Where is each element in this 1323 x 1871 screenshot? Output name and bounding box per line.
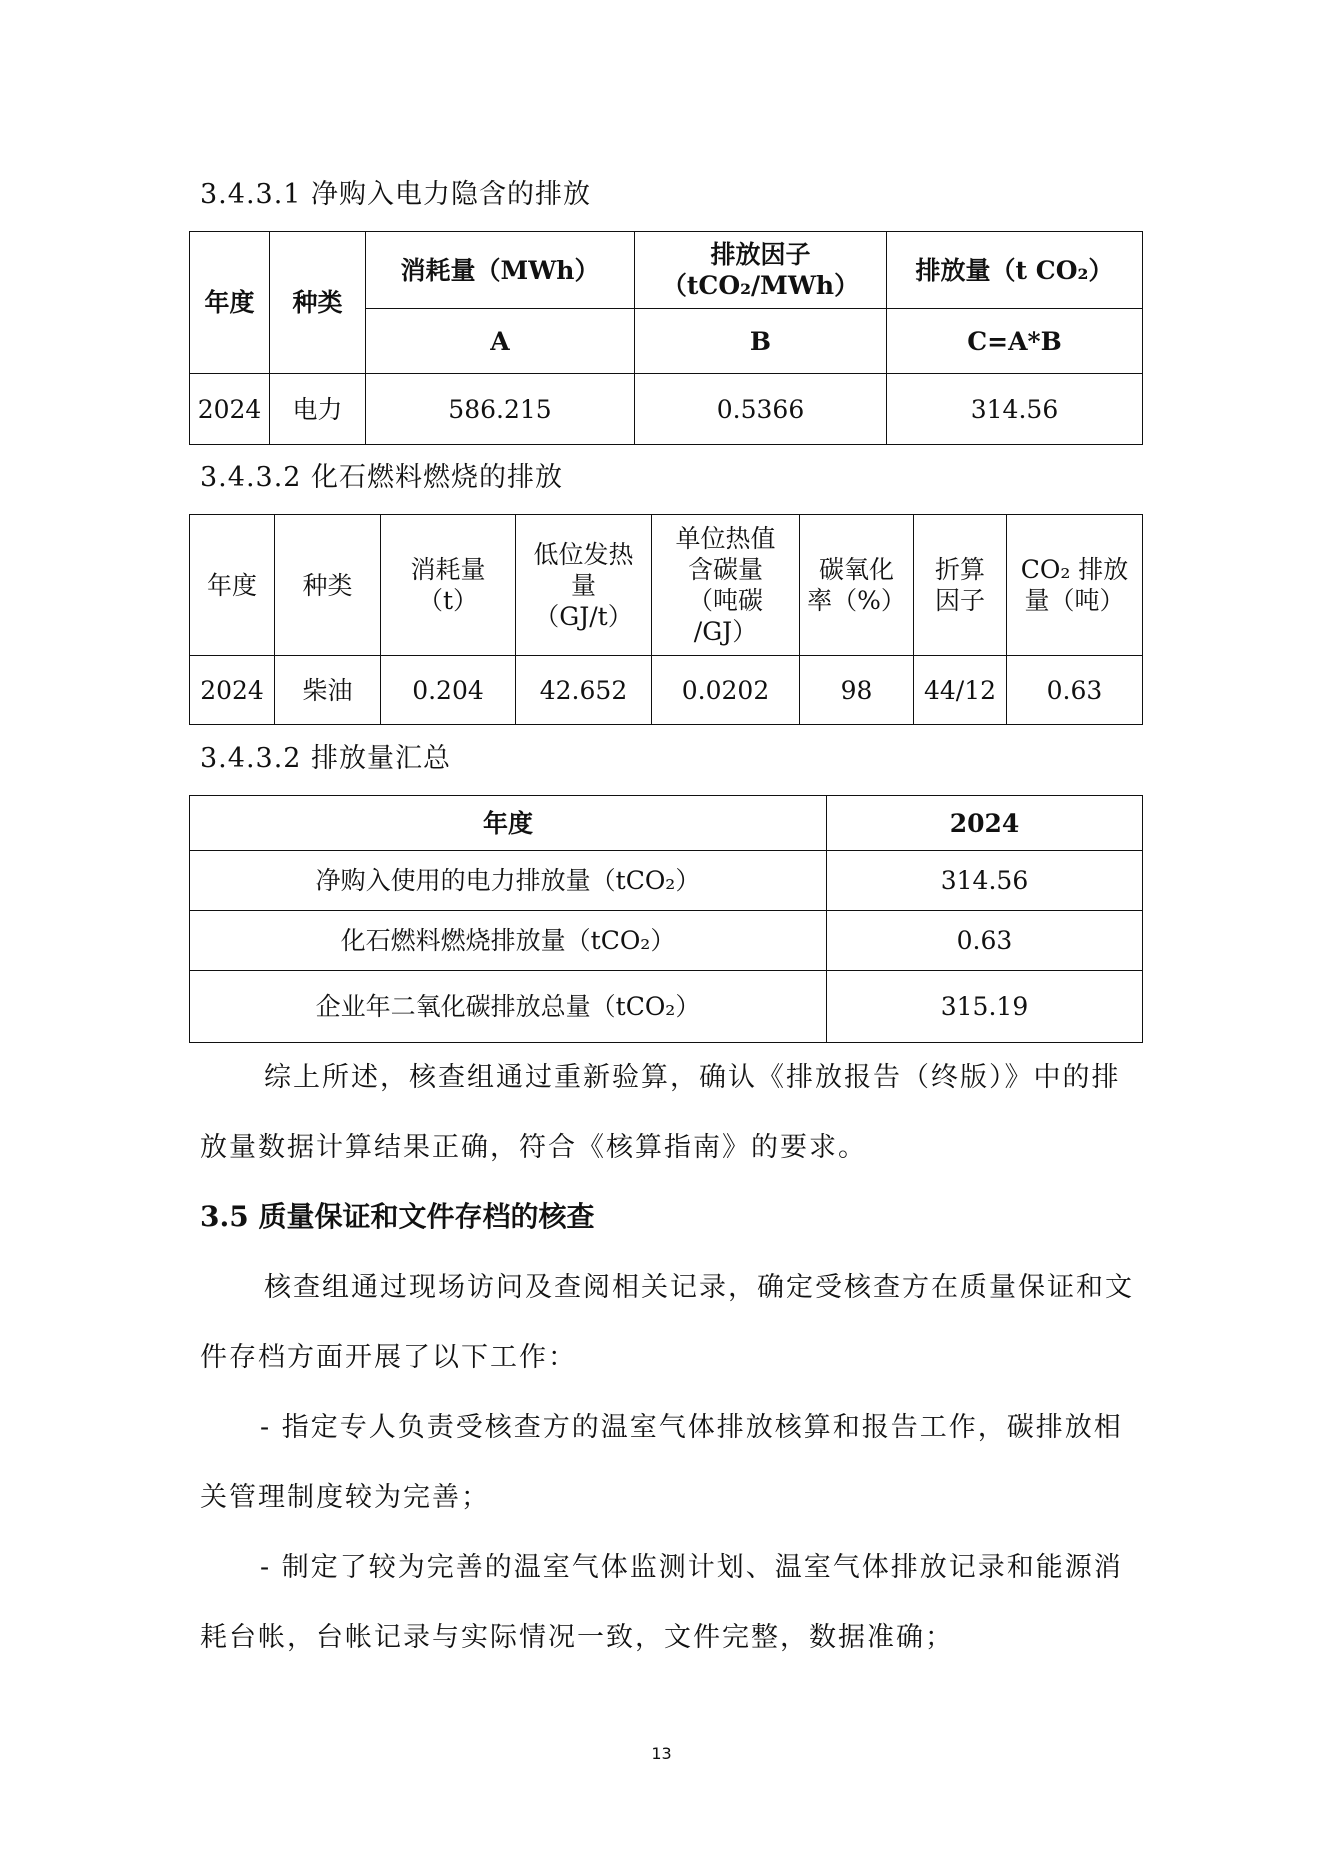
header-ncv-line2: 量 (570, 570, 596, 600)
summary-value: 314.56 (827, 851, 1143, 911)
summary-label: 化石燃料燃烧排放量（tCO₂） (190, 911, 827, 971)
header-emission: 排放量（t CO₂） (887, 232, 1143, 309)
section-35-body (200, 1253, 1140, 1673)
table-row (190, 911, 1143, 971)
header-conv-line1: 折算 (934, 555, 985, 584)
cell-factor: 0.5366 (635, 374, 887, 445)
header-kind: 种类 (275, 515, 381, 656)
header-kind: 种类 (270, 232, 366, 374)
summary-value: 0.63 (827, 911, 1143, 971)
section-35-intro: 核查组通过现场访问及查阅相关记录，确定受核查方在质量保证和文件存档方面开展了以下工作： (200, 1272, 1134, 1373)
heading-3432-fossil: 3.4.3.2 化石燃料燃烧的排放 (200, 462, 564, 493)
header-conversion-factor (914, 515, 1007, 656)
table-row (190, 971, 1143, 1043)
header-conv-line2: 因子 (934, 586, 985, 615)
header-cc-line3: （吨碳 (687, 586, 763, 615)
header-emission-factor (635, 232, 887, 309)
header-co2-line1: CO₂ 排放 (1020, 555, 1129, 584)
header-oxidation-rate (800, 515, 914, 656)
header-emission-factor-line2: （tCO₂/MWh） (661, 271, 860, 300)
header-co2-line2: 量（吨） (1024, 586, 1125, 615)
header-co2-emission (1007, 515, 1143, 656)
cell-oxidation-rate: 98 (800, 656, 914, 725)
page-number: 13 (651, 1744, 672, 1763)
heading-3432-summary: 3.4.3.2 排放量汇总 (200, 743, 452, 774)
cell-ncv: 42.652 (516, 656, 652, 725)
summary-label: 企业年二氧化碳排放总量（tCO₂） (190, 971, 827, 1043)
subheader-a: A (366, 309, 635, 374)
header-cc-line4: /GJ） (693, 617, 758, 646)
electricity-emission-table (189, 231, 1143, 445)
cell-kind: 柴油 (275, 656, 381, 725)
cell-carbon-content: 0.0202 (652, 656, 800, 725)
cell-emission: 314.56 (887, 374, 1143, 445)
cell-consumption: 586.215 (366, 374, 635, 445)
summary-label: 净购入使用的电力排放量（tCO₂） (190, 851, 827, 911)
header-emission-factor-line1: 排放因子 (710, 240, 811, 269)
cell-year: 2024 (190, 656, 275, 725)
header-carbon-content (652, 515, 800, 656)
header-label: 年度 (190, 796, 827, 851)
header-consumption (381, 515, 516, 656)
list-item: - 指定专人负责受核查方的温室气体排放核算和报告工作，碳排放相关管理制度较为完善； (200, 1412, 1123, 1513)
emission-summary-table (189, 795, 1143, 1043)
header-cc-line2: 含碳量 (687, 555, 763, 584)
conclusion-paragraph (200, 1043, 1140, 1183)
fossil-fuel-emission-table (189, 514, 1143, 725)
header-year: 年度 (190, 515, 275, 656)
cell-kind: 电力 (270, 374, 366, 445)
subheader-c: C=A*B (887, 309, 1143, 374)
cell-conversion-factor: 44/12 (914, 656, 1007, 725)
table-row (190, 851, 1143, 911)
cell-consumption: 0.204 (381, 656, 516, 725)
summary-value: 315.19 (827, 971, 1143, 1043)
header-ox-line1: 碳氧化 (818, 555, 894, 584)
header-consumption-line1: 消耗量 (410, 555, 486, 584)
cell-co2-emission: 0.63 (1007, 656, 1143, 725)
header-cc-line1: 单位热值 (675, 524, 776, 553)
header-ncv-line1: 低位发热 (533, 539, 634, 569)
header-consumption: 消耗量（MWh） (366, 232, 635, 309)
heading-35: 3.5 质量保证和文件存档的核查 (200, 1200, 595, 1233)
heading-3431: 3.4.3.1 净购入电力隐含的排放 (200, 179, 592, 210)
table-row (190, 374, 1143, 445)
list-item: - 制定了较为完善的温室气体监测计划、温室气体排放记录和能源消耗台帐，台帐记录与实际情况一致，文件完整，数据准确； (200, 1552, 1123, 1653)
table-row (190, 656, 1143, 725)
header-consumption-line2: （t） (417, 586, 479, 615)
subheader-b: B (635, 309, 887, 374)
header-year-value: 2024 (827, 796, 1143, 851)
header-ncv-line3: （GJ/t） (534, 601, 633, 631)
conclusion-text: 综上所述，核查组通过重新验算，确认《排放报告（终版）》中的排放量数据计算结果正确，符合《核算指南》的要求。 (200, 1062, 1121, 1163)
header-year: 年度 (190, 232, 270, 374)
cell-year: 2024 (190, 374, 270, 445)
header-ox-line2: 率（%） (807, 586, 906, 615)
header-ncv (516, 515, 652, 656)
